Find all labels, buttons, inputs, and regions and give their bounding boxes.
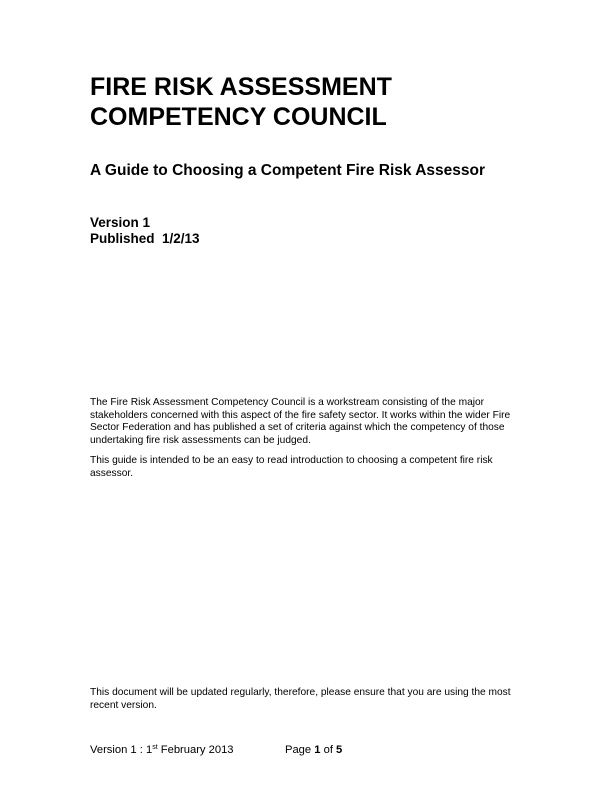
footer-page-number xyxy=(285,744,342,756)
document-subtitle: A Guide to Choosing a Competent Fire Risk Assessor xyxy=(90,162,486,179)
intro-paragraph-1: The Fire Risk Assessment Competency Council is a workstream consisting of the major stakeholders concerned with this aspect of the fire safety sector. It works within the wider Fire Sector Federation and has published a set of criteria against which the competency of those undertaking fire risk assessments can be judged. xyxy=(90,397,511,446)
footer-page-label: Page xyxy=(285,744,315,756)
footer-version-prefix: Version 1 : 1 xyxy=(90,744,153,756)
document-title xyxy=(90,72,530,132)
intro-section xyxy=(90,397,530,488)
update-note: This document will be updated regularly, therefore, please ensure that you are using the most recent version. xyxy=(90,687,511,711)
version-label: Version 1 xyxy=(90,215,151,230)
page-footer xyxy=(90,744,343,756)
footer-page-current: 1 xyxy=(314,744,321,756)
title-line-2: COMPETENCY COUNCIL xyxy=(90,103,387,131)
title-line-1: FIRE RISK ASSESSMENT xyxy=(90,73,392,101)
footer-page-total: 5 xyxy=(336,744,343,756)
footer-page-of: of xyxy=(320,744,337,756)
version-info xyxy=(90,215,200,247)
footer-version-sup: st xyxy=(152,744,158,751)
intro-paragraph-2: This guide is intended to be an easy to read introduction to choosing a competent fire risk assessor. xyxy=(90,455,493,479)
footer-version-suffix: February 2013 xyxy=(157,744,234,756)
published-date: Published 1/2/13 xyxy=(90,231,200,246)
footer-version xyxy=(90,744,234,756)
